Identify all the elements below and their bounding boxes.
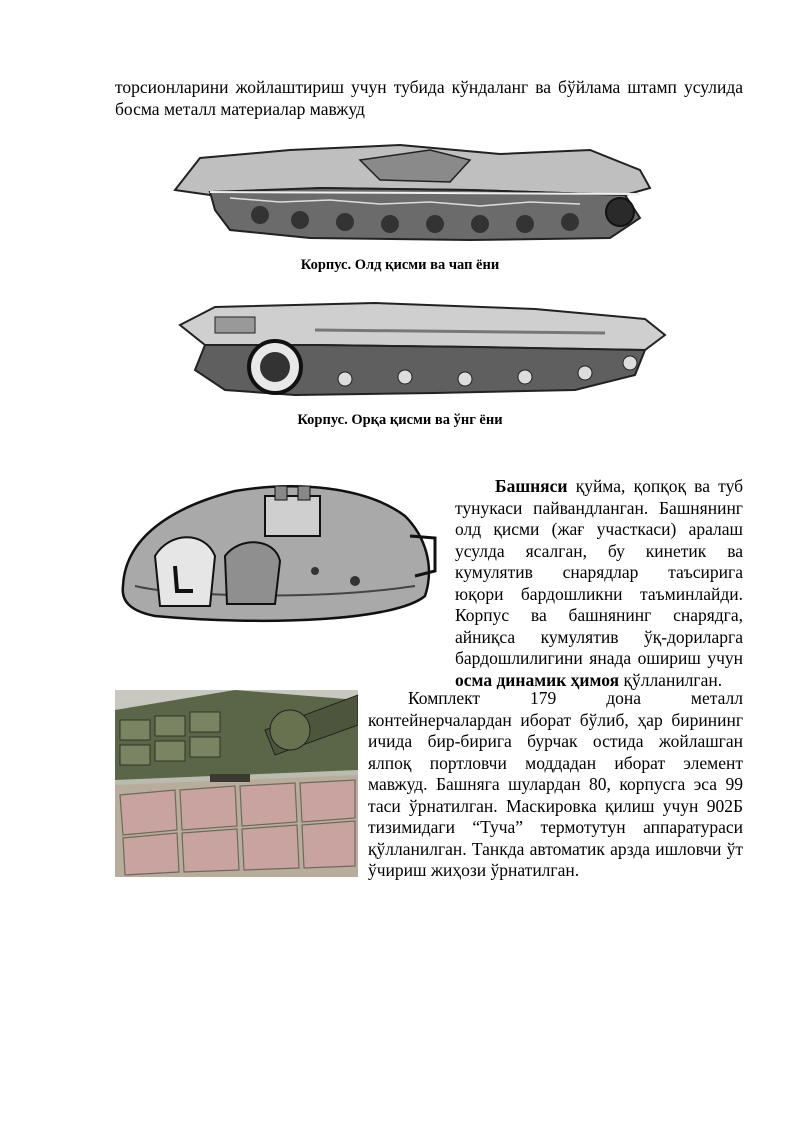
hull-rear-right-image bbox=[175, 295, 670, 405]
turret-bold-end: осма динамик ҳимоя bbox=[455, 669, 620, 690]
figure1-caption: Корпус. Олд қисми ва чап ёни bbox=[300, 257, 500, 273]
turret-text-end: қўлланилган. bbox=[619, 669, 723, 690]
turret-description: қуйма, қопқоқ ва туб тунукаси пайвандланган. Башнянинг олд қисми (жағ участкаси) аралаш усулда ясалган, бу кинетик ва кумулятив снарядлар таъсирига юқори бардошликни таъминлайди. Корпус ва башнянинг снарядга, айниқса кумулятив ўқ-дориларга бардошлилигини янада ошириш учун bbox=[455, 476, 743, 668]
armor-description: Комплект 179 дона металл контейнерчалардан иборат бўлиб, ҳар бирининг ичида бир-бирига бурчак остида жойлашган ялпоқ портловчи моддадан иборат элемент мавжуд. Башняга шулардан 80, корпусга эса 99 таси ўрнатилган. Маскировка қилиш учун 902Б тизимидаги “Туча” термотутун аппаратураси қўлланилган. Танкда автоматик арзда ишловчи ўт ўчириш жиҳози ўрнатилган. bbox=[368, 688, 743, 880]
intro-paragraph: торсионларини жойлаштириш учун тубида кўндаланг ва бўйлама штамп усулида босма металл материалар мавжуд bbox=[115, 77, 743, 119]
figure2-caption: Корпус. Орқа қисми ва ўнг ёни bbox=[297, 412, 503, 428]
reactive-armor-photo bbox=[115, 690, 358, 877]
turret-heading: Башняси bbox=[495, 476, 568, 496]
armor-text-block bbox=[368, 688, 743, 882]
hull-front-left-image bbox=[170, 140, 660, 250]
turret-image bbox=[115, 476, 440, 631]
turret-text-block bbox=[455, 476, 743, 691]
